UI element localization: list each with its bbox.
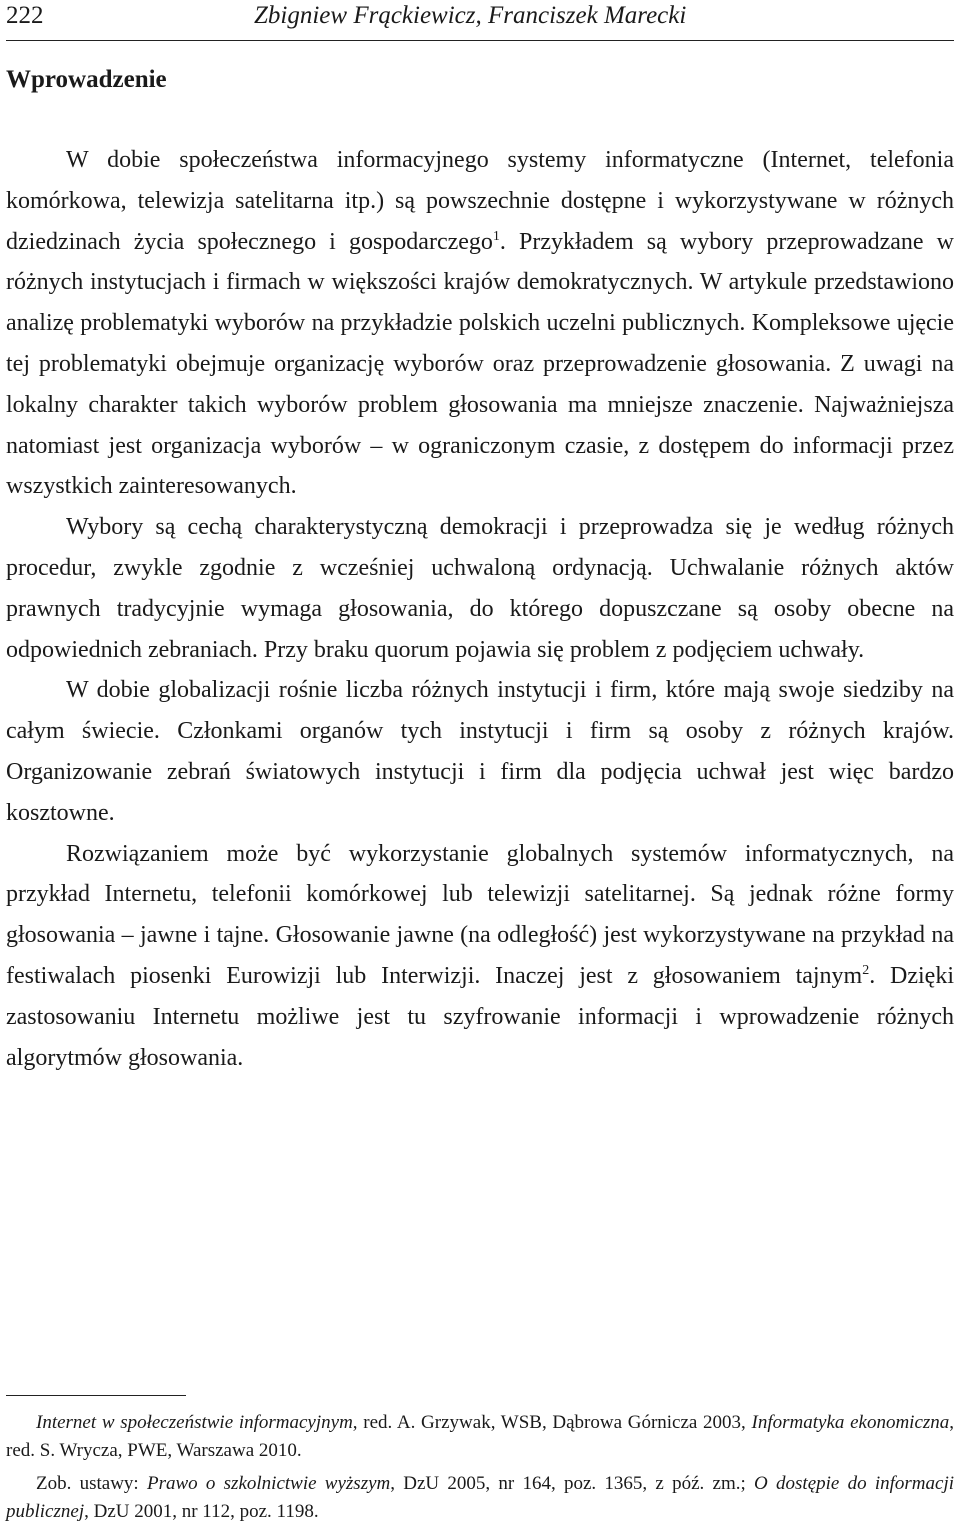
paragraph-text: . Przykładem są wybory przeprowadzane w różnych instytucjach i firmach w większości krajów demokratycznych. W artykule przedstawiono analizę problematyki wyborów na przykładzie polskich uczelni publicznych. Kompleksowe ujęcie tej problematyki obejmuje organizację wyborów oraz przeprowadzenie głosowania. Z uwagi na lokalny charakter takich wyborów problem głosowania ma mniejsze znaczenie. Najważniejsza natomiast jest organizacja wyborów – w ograniczonym czasie, z dostępem do informacji przez wszystkich zainteresowanych. — [6, 228, 955, 500]
paragraph-text: W dobie społeczeństwa informacyjnego systemy informatyczne (Internet, telefonia komórkowa, telewizja satelitarna itp.) są powszechnie dostępne i wykorzystywane w różnych dziedzinach życia społecznego i gospodarczego — [6, 147, 954, 255]
cited-title: Prawo o szkolnictwie wyższym — [146, 1473, 391, 1494]
footnote — [6, 1470, 954, 1526]
paragraph-text: Rozwiązaniem może być wykorzystanie globalnych systemów informatycznych, na przykład Internetu, telefonii komórkowej lub telewizji satelitarnej. Są jednak różne formy głosowania – jawne i tajne. Głosowanie jawne (na odległość) jest wykorzystywane na przykład na festiwalach piosenki Eurowizji lub Interwizji. Inaczej jest z głosowaniem tajnym — [6, 840, 954, 989]
footnote-reference[interactable]: 2 — [862, 962, 870, 978]
paragraph — [6, 834, 954, 1079]
citation-text: , red. S. Wrycza, PWE, Warszawa 2010. — [6, 1412, 955, 1461]
paragraph-text: . Dzięki zastosowaniu Internetu możliwe jest tu szyfrowanie informacji i wprowadzenie różnych algorytmów głosowania. — [6, 962, 954, 1071]
body-text — [6, 140, 954, 1078]
paragraph: W dobie globalizacji rośnie liczba różnych instytucji i firm, które mają swoje siedziby na całym świecie. Członkami organów tych instytucji i firm są osoby z różnych krajów. Organizowanie zebrań światowych instytucji i firm dla podjęcia uchwał jest więc bardzo kosztowne. — [6, 677, 954, 826]
paragraph — [6, 140, 954, 507]
paragraph: Wybory są cechą charakterystyczną demokracji i przeprowadza się je według różnych procedur, zwykle zgodnie z wcześniej uchwaloną ordynacją. Uchwalanie różnych aktów prawnych tradycyjnie wymaga głosowania, do którego dopuszczane są osoby obecne na odpowiednich zebraniach. Przy braku quorum pojawia się problem z podjęciem uchwały. — [6, 514, 954, 663]
page-number: 222 — [6, 2, 44, 29]
header-authors: Zbigniew Frąckiewicz, Franciszek Marecki — [254, 2, 687, 29]
footnote-reference[interactable]: 1 — [492, 228, 500, 244]
citation-text: , DzU 2001, nr 112, poz. 1198. — [84, 1501, 319, 1522]
section-title: Wprowadzenie — [6, 66, 167, 93]
running-header — [6, 0, 954, 41]
citation-text: , red. A. Grzywak, WSB, Dąbrowa Górnicza 2003, — [352, 1412, 746, 1433]
citation-text: Zob. ustawy: — [36, 1473, 147, 1494]
footnotes — [6, 1409, 954, 1531]
citation-text: , DzU 2005, nr 164, poz. 1365, z póź. zm.; — [390, 1473, 755, 1494]
cited-title: O dostępie do informacji publicznej — [6, 1473, 955, 1522]
footnote — [6, 1409, 954, 1465]
cited-title: Informatyka ekonomiczna — [751, 1412, 950, 1433]
footnote-separator — [6, 1395, 186, 1396]
cited-title: Internet w społeczeństwie informacyjnym — [36, 1412, 353, 1433]
